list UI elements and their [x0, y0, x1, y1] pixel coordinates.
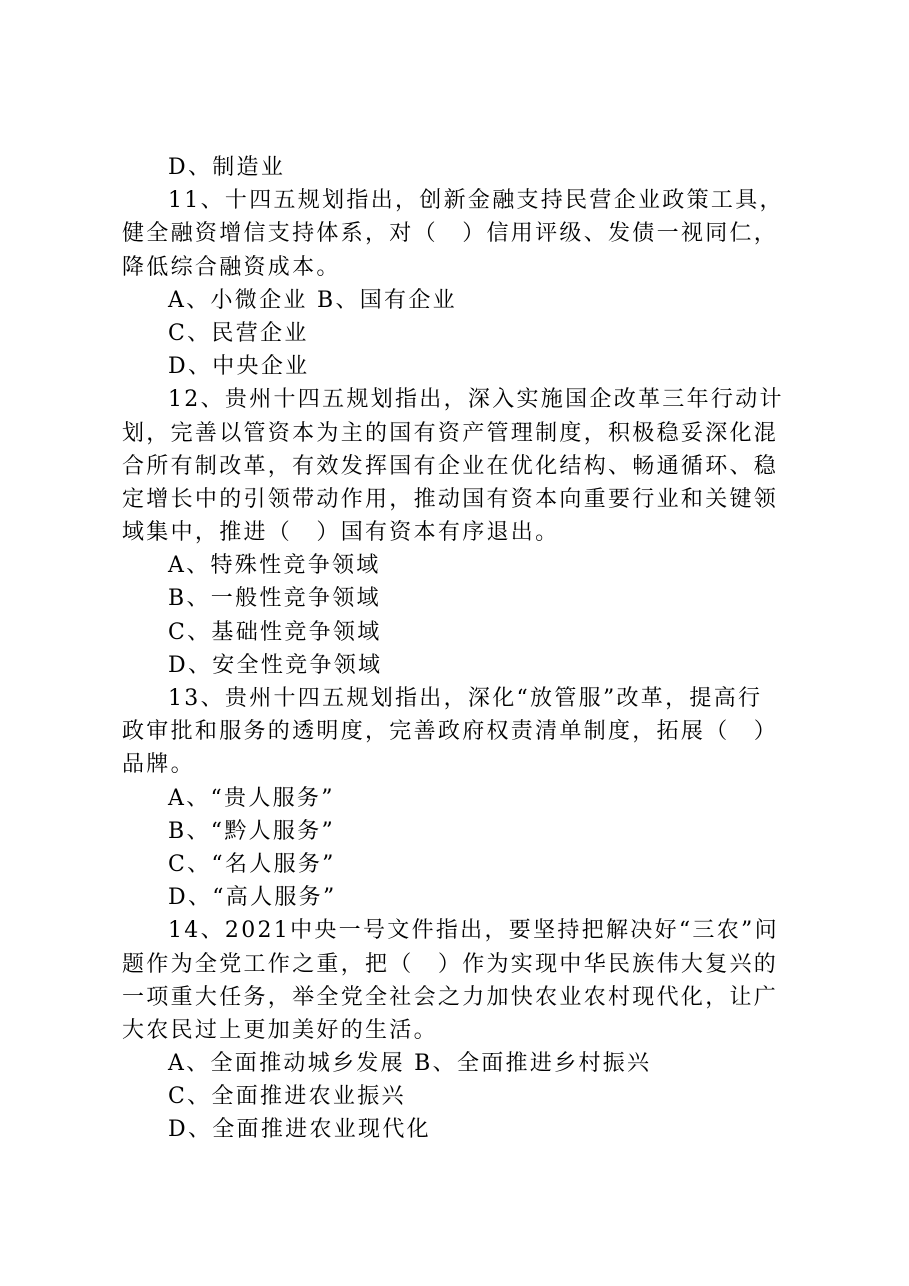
q11-stem-line-2: 健全融资增信支持体系，对（ ）信用评级、发债一视同仁， — [122, 221, 779, 247]
q14-stem-line-3: 一项重大任务，举全党全社会之力加快农业农村现代化，让广 — [122, 984, 779, 1010]
q13-option-b: B、“黔人服务” — [168, 818, 336, 844]
q13-option-d: D、“高人服务” — [168, 885, 337, 911]
q12-option-b: B、一般性竞争领域 — [168, 586, 381, 612]
q10-option-d: D、制造业 — [168, 155, 286, 180]
q11-stem-line-1: 11、十四五规划指出，创新金融支持民营企业政策工具， — [168, 188, 784, 214]
q12-stem-line-5: 域集中，推进（ ）国有资本有序退出。 — [122, 520, 560, 546]
q13-stem-line-2: 政审批和服务的透明度，完善政府权责清单制度，拓展（ ） — [122, 719, 779, 745]
q14-stem-line-2: 题作为全党工作之重，把（ ）作为实现中华民族伟大复兴的 — [122, 951, 779, 977]
q14-stem-line-4: 大农民过上更加美好的生活。 — [122, 1017, 438, 1043]
q11-stem-line-3: 降低综合融资成本。 — [122, 254, 341, 280]
q14-option-d: D、全面推进农业现代化 — [168, 1117, 431, 1143]
q14-option-ab: A、全面推动城乡发展 B、全面推进乡村振兴 — [168, 1051, 652, 1077]
q11-option-d: D、中央企业 — [168, 354, 310, 380]
q13-stem-line-1: 13、贵州十四五规划指出，深化“放管服”改革，提高行 — [168, 686, 763, 711]
q12-stem-line-1: 12、贵州十四五规划指出，深入实施国企改革三年行动计 — [168, 387, 784, 413]
q13-option-a: A、“贵人服务” — [168, 785, 335, 811]
q11-option-c: C、民营企业 — [168, 320, 309, 346]
q13-stem-line-3: 品牌。 — [122, 752, 195, 778]
q12-stem-line-3: 合所有制改革，有效发挥国有企业在优化结构、畅通循环、稳 — [122, 453, 779, 479]
q12-stem-line-4: 定增长中的引领带动作用，推动国有资本向重要行业和关键领 — [122, 486, 779, 512]
q13-option-c: C、“名人服务” — [168, 851, 336, 877]
q12-option-d: D、安全性竞争领域 — [168, 652, 383, 678]
document-body — [122, 151, 798, 1147]
q12-option-a: A、特殊性竞争领域 — [168, 553, 381, 579]
q11-option-ab: A、小微企业 B、国有企业 — [168, 287, 457, 313]
q14-option-c: C、全面推进农业振兴 — [168, 1084, 406, 1110]
q12-option-c: C、基础性竞争领域 — [168, 619, 382, 645]
q12-stem-line-2: 划，完善以管资本为主的国有资产管理制度，积极稳妥深化混 — [122, 420, 779, 446]
q14-stem-line-1: 14、2021中央一号文件指出，要坚持把解决好“三农”问 — [168, 918, 779, 944]
